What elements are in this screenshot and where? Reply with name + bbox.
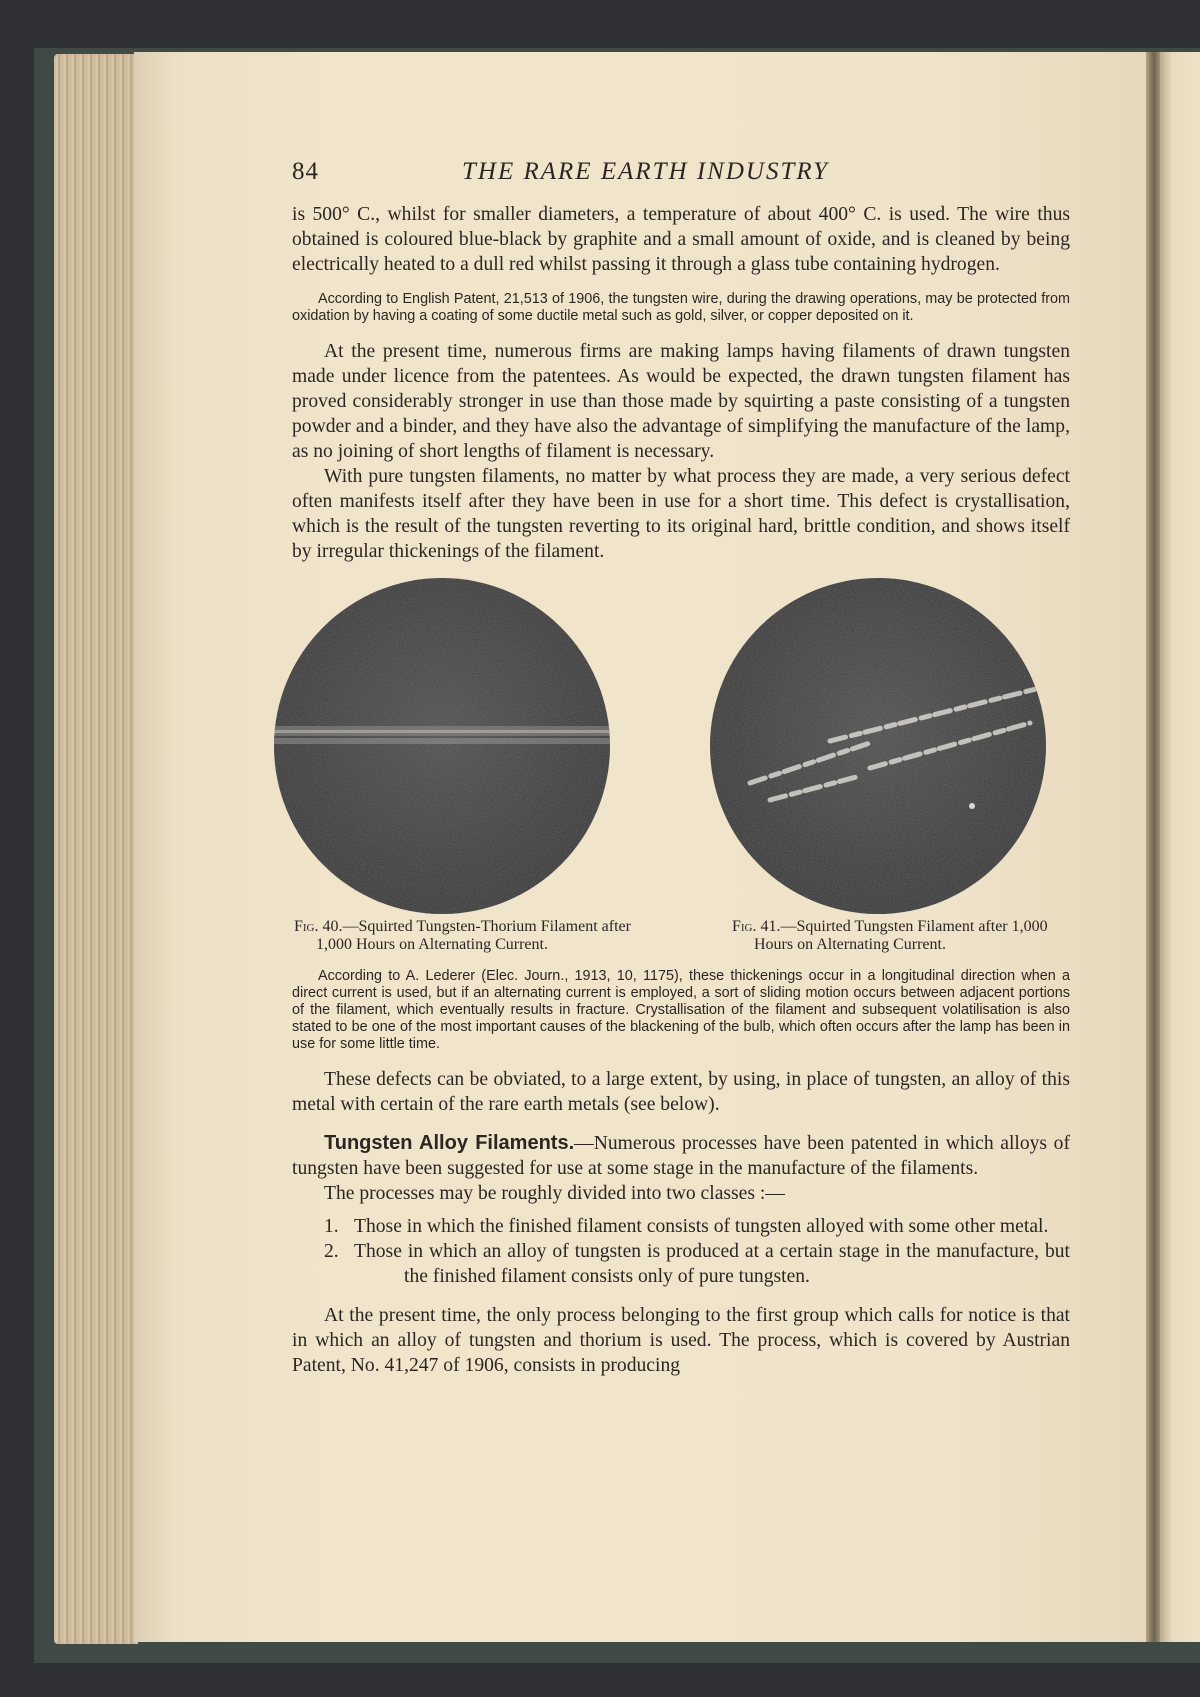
page-header [292, 158, 1070, 192]
section-heading: Tungsten Alloy Filaments. [324, 1132, 575, 1154]
list-item [292, 1239, 1070, 1289]
list-item [292, 1214, 1070, 1239]
page-number: 84 [292, 158, 319, 185]
figure-41-caption [732, 918, 1072, 954]
figure-41-label: Fig. 41. [732, 918, 781, 935]
running-title: THE RARE EARTH INDUSTRY [462, 158, 830, 185]
figure-40-image [274, 578, 610, 914]
paragraph-5-text: —Numerous processes have been patented in which alloys of tungsten have been suggested for use at some stage in the manufacture of the filaments. [292, 1133, 1070, 1179]
paragraph-6: The processes may be roughly divided into two classes :— [324, 1183, 785, 1204]
paragraph-4: These defects can be obviated, to a large extent, by using, in place of tungsten, an alloy of this metal with certain of the rare earth metals (see below). [292, 1069, 1070, 1115]
list-item-number: 1. [324, 1216, 339, 1237]
list-item-text: Those in which the finished filament consists of tungsten alloyed with some other metal. [354, 1216, 1049, 1237]
paragraph-2: At the present time, numerous firms are making lamps having filaments of drawn tungsten made under licence from the patentees. As would be expected, the drawn tungsten filament has proved considerably stronger in use than those made by squirting a paste consisting of a tungsten powder and a binder, and they have also the advantage of simplifying the manufacture of the lamp, as no joining of short lengths of filament is necessary. [292, 341, 1070, 462]
figure-40-label: Fig. 40. [294, 918, 343, 935]
figure-41-image [710, 578, 1046, 914]
paragraph-1: is 500° C., whilst for smaller diameters, a temperature of about 400° C. is used. The wire thus obtained is coloured blue-black by graphite and a small amount of oxide, and is cleaned by being electrically heated to a dull red whilst passing it through a glass tube containing hydrogen. [292, 204, 1070, 275]
facing-page-edge [1160, 52, 1200, 1642]
paragraph-3: With pure tungsten filaments, no matter by what process they are made, a very serious defect often manifests itself after they have been in use for a short time. This defect is crystallisation, which is the result of the tungsten reverting to its original hard, brittle condition, and shows itself by irregular thickenings of the filament. [292, 466, 1070, 562]
figure-40-text: —Squirted Tungsten-Thorium Filament after 1,000 Hours on Alternating Current. [316, 918, 631, 953]
figure-40-caption [294, 918, 634, 954]
paragraph-5 [292, 1131, 1070, 1181]
footnote-patent: According to English Patent, 21,513 of 1906, the tungsten wire, during the drawing operations, may be protected from oxidation by having a coating of some ductile metal such as gold, silver, or copper deposited on it. [292, 291, 1070, 324]
page-edges [54, 54, 138, 1644]
paragraph-7: At the present time, the only process belonging to the first group which calls for notice is that in which an alloy of tungsten and thorium is used. The process, which is covered by Austrian Patent, No. 41,247 of 1906, consists in producing [292, 1305, 1070, 1376]
list-item-text: Those in which an alloy of tungsten is produced at a certain stage in the manufacture, but the finished filament consists only of pure tungsten. [354, 1241, 1070, 1287]
footnote-lederer: According to A. Lederer (Elec. Journ., 1913, 10, 1175), these thickenings occur in a longitudinal direction when a direct current is used, but if an alternating current is employed, a sort of sliding motion occurs between adjacent portions of the filament, which eventually results in fracture. Crystallisation of the filament and subsequent volatilisation is also stated to be one of the most important causes of the blackening of the bulb, which often occurs after the lamp has been in use for some little time. [292, 968, 1070, 1052]
page-content [292, 158, 1070, 1378]
list-item-number: 2. [324, 1241, 339, 1262]
figures-row [292, 578, 1070, 968]
figure-41-text: —Squirted Tungsten Filament after 1,000 Hours on Alternating Current. [754, 918, 1048, 953]
class-list [292, 1214, 1070, 1289]
